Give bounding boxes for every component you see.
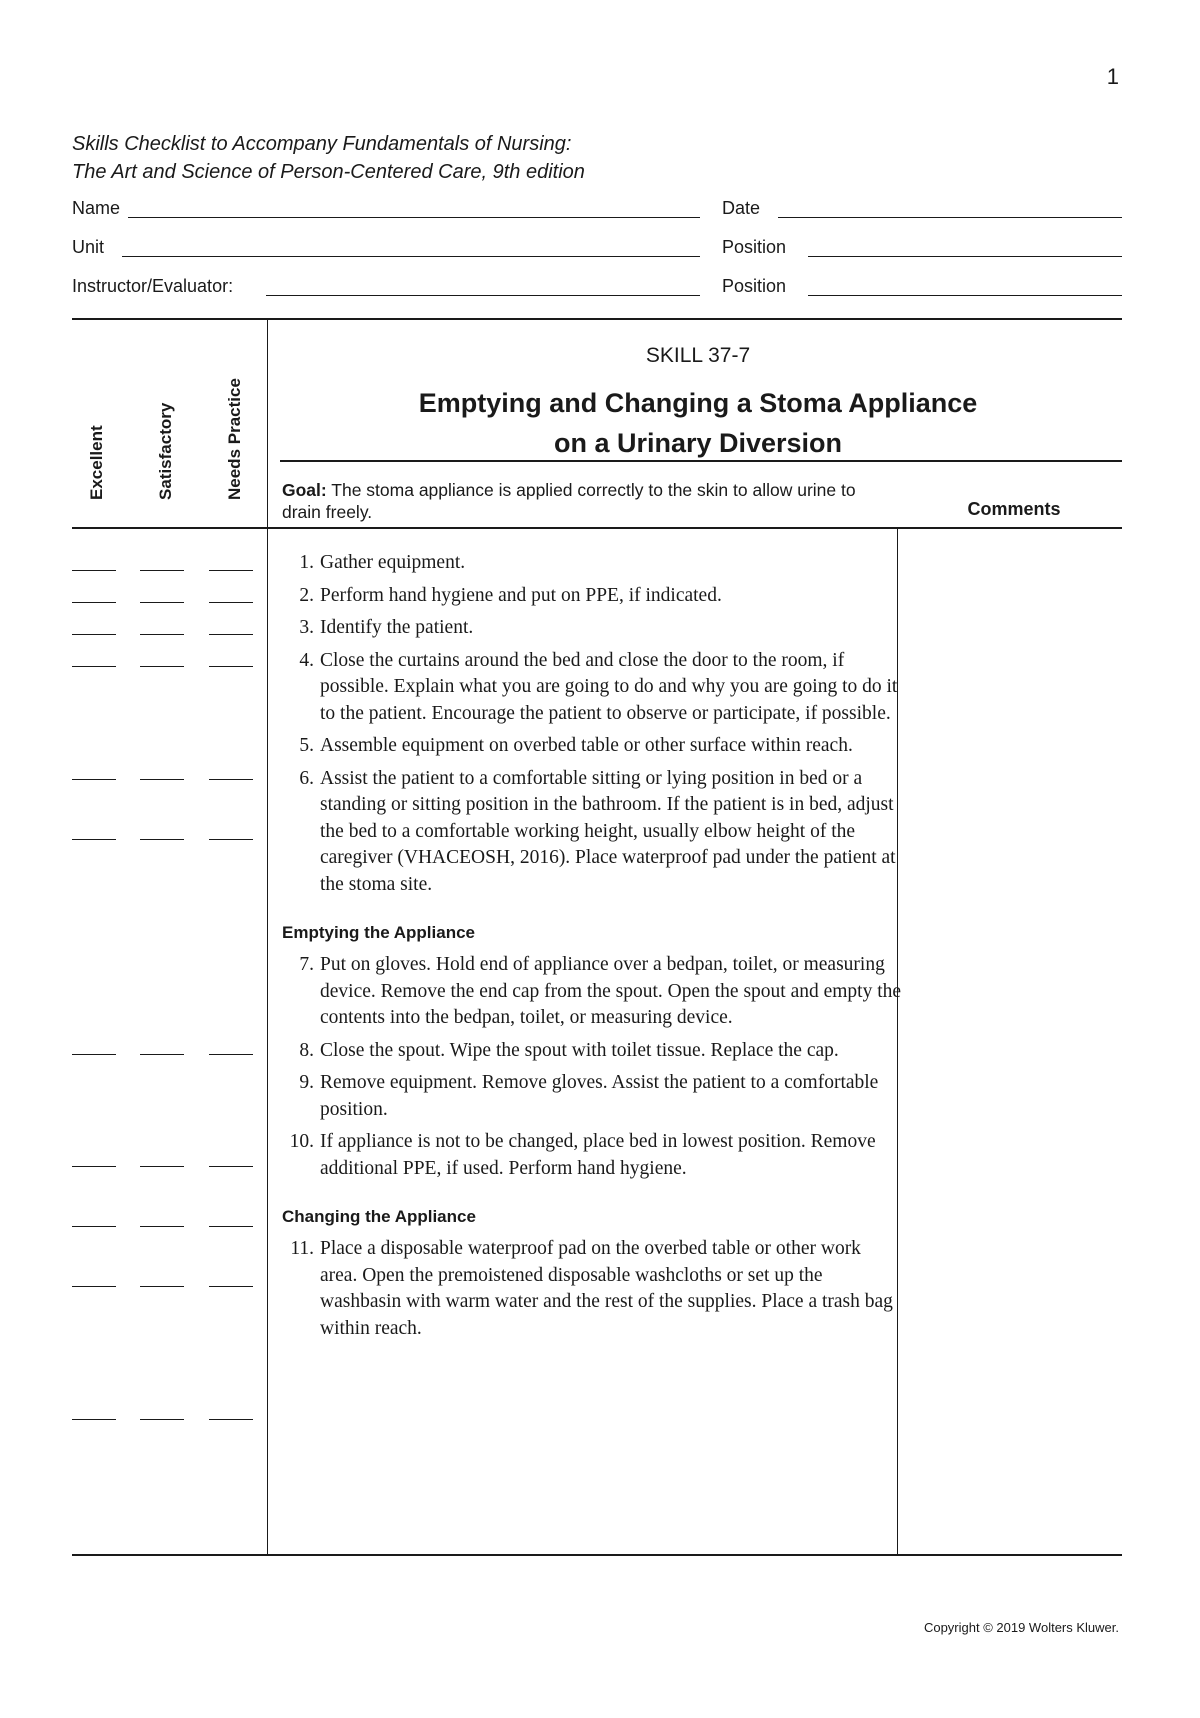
rating-blank-needs-practice[interactable] [209, 666, 253, 667]
skill-title-line-1: Emptying and Changing a Stoma Appliance [418, 388, 978, 418]
skill-title [268, 383, 1128, 463]
procedure-steps [282, 550, 902, 1348]
rating-blank-excellent[interactable] [72, 779, 116, 780]
section-heading-changing: Changing the Appliance [282, 1207, 476, 1226]
step-text: Put on gloves. Hold end of appliance over a bedpan, toilet, or measuring device. Remove the end cap from the spout. Open the spout and empty the contents into the bedpan, toilet, or measuring device. [320, 954, 902, 1028]
goal-statement [282, 479, 862, 523]
step-number: 10. [289, 1131, 314, 1152]
rating-header-needs-practice: Needs Practice [225, 378, 244, 500]
step-text: Remove equipment. Remove gloves. Assist the patient to a comfortable position. [320, 1072, 879, 1120]
step-number: 7. [299, 954, 314, 975]
step-text: Place a disposable waterproof pad on the overbed table or other work area. Open the premoistened disposable washcloths or set up the washbasin with warm water and the rest of the supplies. Place a trash bag within reach. [320, 1238, 893, 1339]
date-label: Date [722, 198, 761, 218]
step-number: 5. [299, 735, 314, 756]
rating-blank-needs-practice[interactable] [209, 1286, 253, 1287]
step-item [282, 1129, 902, 1182]
header-bottom-rule [72, 527, 1122, 529]
step-number: 2. [299, 584, 314, 606]
step-number: 1. [299, 552, 314, 573]
step-text: Assist the patient to a comfortable sitting or lying position in bed or a standing or sitting position in the bathroom. If the patient is in bed, adjust the bed to a comfortable working height, usually elbow height of the caregiver (VHACEOSH, 2016). Place waterproof pad under the patient at the stoma site. [320, 767, 896, 895]
step-item [282, 1070, 902, 1123]
step-text: Identify the patient. [320, 617, 474, 638]
step-text: Perform hand hygiene and put on PPE, if indicated. [320, 584, 722, 606]
rating-blank-needs-practice[interactable] [209, 570, 253, 571]
step-item [282, 766, 902, 899]
step-number: 11. [290, 1238, 314, 1259]
rating-blank-excellent[interactable] [72, 1054, 116, 1055]
rating-blank-excellent[interactable] [72, 1166, 116, 1167]
step-item [282, 1038, 902, 1065]
position-label-1: Position [722, 237, 787, 257]
rating-blank-satisfactory[interactable] [140, 666, 184, 667]
step-number: 6. [299, 767, 314, 789]
book-title-line-1: Skills Checklist to Accompany Fundamentals of Nursing: [72, 133, 572, 155]
page-number: 1 [1106, 64, 1119, 89]
rating-blank-needs-practice[interactable] [209, 634, 253, 635]
rating-blank-needs-practice[interactable] [209, 1226, 253, 1227]
rating-blank-excellent[interactable] [72, 570, 116, 571]
step-number: 9. [299, 1072, 314, 1093]
step-text: Assemble equipment on overbed table or other surface within reach. [320, 735, 853, 756]
book-title [72, 130, 585, 186]
rating-blank-needs-practice[interactable] [209, 1419, 253, 1420]
step-item [282, 952, 902, 1032]
rating-blank-excellent[interactable] [72, 1226, 116, 1227]
step-item [282, 583, 902, 610]
table-divider-left [267, 320, 268, 1556]
rating-blank-excellent[interactable] [72, 666, 116, 667]
rating-blank-satisfactory[interactable] [140, 839, 184, 840]
book-title-line-2: The Art and Science of Person-Centered Care, 9th edition [72, 161, 585, 183]
rating-blank-satisfactory[interactable] [140, 1419, 184, 1420]
rating-blank-satisfactory[interactable] [140, 634, 184, 635]
rating-header-excellent: Excellent [87, 425, 106, 500]
step-text: Gather equipment. [320, 552, 466, 573]
rating-blank-satisfactory[interactable] [140, 1054, 184, 1055]
rating-blank-satisfactory[interactable] [140, 1286, 184, 1287]
rating-blank-needs-practice[interactable] [209, 1054, 253, 1055]
section-heading-emptying: Emptying the Appliance [282, 923, 476, 942]
rating-blank-excellent[interactable] [72, 602, 116, 603]
step-text: Close the spout. Wipe the spout with toilet tissue. Replace the cap. [320, 1039, 839, 1061]
rating-blank-needs-practice[interactable] [209, 839, 253, 840]
step-number: 4. [299, 649, 314, 671]
position-field-1[interactable] [808, 256, 1122, 257]
rating-blank-satisfactory[interactable] [140, 779, 184, 780]
copyright-notice: Copyright © 2019 Wolters Kluwer. [923, 1620, 1119, 1635]
unit-label: Unit [72, 237, 105, 257]
rating-blank-satisfactory[interactable] [140, 602, 184, 603]
name-label: Name [72, 198, 121, 218]
goal-label: Goal: [282, 480, 327, 500]
instructor-field[interactable] [266, 295, 700, 296]
goal-text: The stoma appliance is applied correctly to the skin to allow urine to drain freely. [282, 480, 856, 522]
rating-blank-needs-practice[interactable] [209, 779, 253, 780]
skill-title-line-2: on a Urinary Diversion [553, 428, 843, 458]
skill-number: SKILL 37-7 [645, 344, 751, 367]
instructor-label: Instructor/Evaluator: [72, 276, 234, 296]
rating-blank-excellent[interactable] [72, 1286, 116, 1287]
step-item [282, 1236, 902, 1342]
step-text: If appliance is not to be changed, place bed in lowest position. Remove additional PPE, if used. Perform hand hygiene. [320, 1131, 876, 1179]
rating-blank-excellent[interactable] [72, 839, 116, 840]
rating-blank-satisfactory[interactable] [140, 1166, 184, 1167]
rating-blank-excellent[interactable] [72, 634, 116, 635]
rating-blank-needs-practice[interactable] [209, 602, 253, 603]
step-item [282, 615, 902, 642]
step-item [282, 550, 902, 577]
rating-header-satisfactory: Satisfactory [156, 402, 175, 500]
name-field[interactable] [128, 217, 700, 218]
rating-blank-excellent[interactable] [72, 1419, 116, 1420]
step-text: Close the curtains around the bed and close the door to the room, if possible. Explain what you are going to do and why you are going to do it to the patient. Encourage the patient to observe or participate, if possible. [320, 649, 898, 724]
comments-header: Comments [967, 499, 1061, 519]
step-item [282, 648, 902, 728]
rating-blank-needs-practice[interactable] [209, 1166, 253, 1167]
step-number: 3. [299, 617, 314, 638]
step-number: 8. [299, 1039, 314, 1061]
unit-field[interactable] [122, 256, 700, 257]
position-label-2: Position [722, 276, 787, 296]
rating-blank-satisfactory[interactable] [140, 1226, 184, 1227]
step-item [282, 733, 902, 760]
table-bottom-rule [72, 1554, 1122, 1556]
date-field[interactable] [778, 217, 1122, 218]
rating-blank-satisfactory[interactable] [140, 570, 184, 571]
position-field-2[interactable] [808, 295, 1122, 296]
